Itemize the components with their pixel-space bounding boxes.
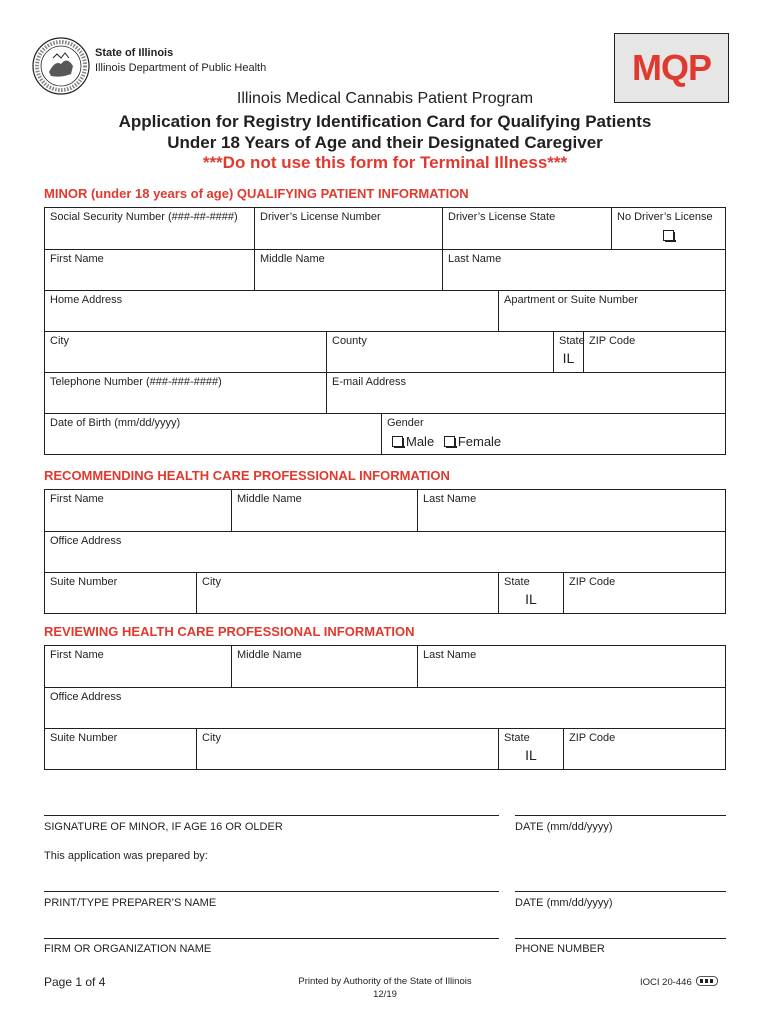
state-value: IL [562, 350, 575, 366]
authority-text: Printed by Authority of the State of Illinois [298, 976, 472, 987]
gender-label: Gender [387, 417, 424, 429]
patient-section-heading: MINOR (under 18 years of age) QUALIFYING PATIENT INFORMATION [44, 186, 469, 201]
phone-field[interactable] [45, 373, 326, 413]
dl-number-field[interactable] [254, 208, 442, 249]
female-checkbox[interactable] [444, 436, 455, 447]
apt-field[interactable] [498, 291, 725, 331]
rec-office-address-field[interactable] [45, 532, 725, 572]
gender-options [392, 434, 507, 449]
zip-label: ZIP Code [589, 335, 636, 347]
recommending-row-address [45, 531, 725, 572]
date2-label: DATE (mm/dd/yyyy) [515, 897, 613, 909]
ioci-code-text: IOCI 20-446 [640, 977, 692, 988]
phone-line[interactable] [515, 938, 726, 939]
recommending-info-grid [44, 489, 726, 614]
dob-label: Date of Birth (mm/dd/yyyy) [50, 417, 181, 429]
county-label: County [332, 335, 367, 347]
no-dl-checkbox[interactable] [663, 230, 674, 241]
zip-label: ZIP Code [569, 576, 616, 588]
patient-row-ids [45, 208, 725, 249]
preparer-name-label: PRINT/TYPE PREPARER’S NAME [44, 897, 217, 909]
rev-zip-field[interactable] [563, 729, 725, 769]
reviewing-section-heading: REVIEWING HEALTH CARE PROFESSIONAL INFORMATION [44, 624, 415, 639]
rec-state-field [498, 573, 563, 613]
phone-label: Telephone Number (###-###-####) [50, 376, 222, 388]
suite-label: Suite Number [50, 732, 118, 744]
city-label: City [202, 576, 221, 588]
patient-middle-name-field[interactable] [254, 250, 442, 290]
patient-state-field [553, 332, 583, 372]
first-name-label: First Name [50, 253, 104, 265]
date1-label: DATE (mm/dd/yyyy) [515, 821, 613, 833]
rev-suite-field[interactable] [45, 729, 196, 769]
dl-state-field[interactable] [442, 208, 611, 249]
patient-last-name-field[interactable] [442, 250, 725, 290]
form-title-line1: Application for Registry Identification Card for Qualifying Patients [118, 112, 652, 131]
printing-authority [260, 975, 510, 1001]
first-name-label: First Name [50, 493, 104, 505]
minor-signature-label: SIGNATURE OF MINOR, IF AGE 16 OR OLDER [44, 821, 283, 833]
print-date: 12/19 [373, 989, 397, 1000]
rev-city-field[interactable] [196, 729, 498, 769]
form-title-line2: Under 18 Years of Age and their Designated Caregiver [167, 133, 603, 152]
state-value: IL [525, 591, 537, 607]
agency-block [95, 46, 266, 76]
rev-state-field [498, 729, 563, 769]
no-dl-field [611, 208, 725, 249]
first-name-label: First Name [50, 649, 104, 661]
zip-label: ZIP Code [569, 732, 616, 744]
reviewing-row-city [45, 728, 725, 769]
preparer-name-line[interactable] [44, 891, 499, 892]
home-address-field[interactable] [45, 291, 498, 331]
program-title: Illinois Medical Cannabis Patient Program [236, 90, 534, 107]
patient-row-dob [45, 413, 725, 454]
form-code-box: MQP [614, 33, 729, 103]
rev-first-name-field[interactable] [45, 646, 231, 687]
union-bug-icon [696, 976, 718, 986]
rec-last-name-field[interactable] [417, 490, 725, 531]
patient-city-field[interactable] [45, 332, 326, 372]
rev-office-address-field[interactable] [45, 688, 725, 728]
phone-number-label: PHONE NUMBER [515, 943, 605, 955]
dl-state-label: Driver’s License State [448, 211, 556, 223]
date2-line[interactable] [515, 891, 726, 892]
patient-row-address [45, 290, 725, 331]
middle-name-label: Middle Name [237, 493, 302, 505]
apt-label: Apartment or Suite Number [504, 294, 638, 306]
patient-info-grid [44, 207, 726, 455]
middle-name-label: Middle Name [237, 649, 302, 661]
prepared-by-text: This application was prepared by: [44, 850, 208, 862]
rec-suite-field[interactable] [45, 573, 196, 613]
patient-zip-field[interactable] [583, 332, 725, 372]
illinois-state-seal [31, 36, 91, 96]
recommending-section-heading: RECOMMENDING HEALTH CARE PROFESSIONAL INFORMATION [44, 468, 450, 483]
last-name-label: Last Name [448, 253, 502, 265]
email-label: E-mail Address [332, 376, 406, 388]
patient-first-name-field[interactable] [45, 250, 254, 290]
male-label: Male [406, 434, 435, 449]
date1-line[interactable] [515, 815, 726, 816]
reviewing-info-grid [44, 645, 726, 770]
suite-label: Suite Number [50, 576, 118, 588]
no-dl-label: No Driver’s License [617, 211, 713, 223]
last-name-label: Last Name [423, 493, 477, 505]
terminal-illness-warning: ***Do not use this form for Terminal Illness*** [202, 153, 568, 172]
male-checkbox[interactable] [392, 436, 403, 447]
rec-first-name-field[interactable] [45, 490, 231, 531]
female-label: Female [457, 434, 502, 449]
county-field[interactable] [326, 332, 553, 372]
office-address-label: Office Address [50, 691, 122, 703]
minor-signature-line[interactable] [44, 815, 499, 816]
form-title [0, 111, 770, 153]
dl-number-label: Driver’s License Number [260, 211, 381, 223]
patient-row-city [45, 331, 725, 372]
state-label: State [504, 732, 530, 744]
last-name-label: Last Name [423, 649, 477, 661]
email-field[interactable] [326, 373, 725, 413]
ssn-field[interactable] [45, 208, 254, 249]
rev-middle-name-field[interactable] [231, 646, 417, 687]
dob-field[interactable] [45, 414, 381, 454]
recommending-row-city [45, 572, 725, 613]
state-label: State [559, 335, 585, 347]
state-label: State [504, 576, 530, 588]
middle-name-label: Middle Name [260, 253, 325, 265]
firm-line[interactable] [44, 938, 499, 939]
rec-zip-field[interactable] [563, 573, 725, 613]
recommending-row-name [45, 490, 725, 531]
reviewing-row-address [45, 687, 725, 728]
firm-label: FIRM OR ORGANIZATION NAME [44, 943, 212, 955]
gender-field [381, 414, 725, 454]
agency-department: Illinois Department of Public Health [95, 62, 267, 74]
home-address-label: Home Address [50, 294, 123, 306]
ioci-code [640, 976, 718, 988]
patient-row-contact [45, 372, 725, 413]
agency-state: State of Illinois [95, 47, 174, 59]
rec-city-field[interactable] [196, 573, 498, 613]
reviewing-row-name [45, 646, 725, 687]
page-number: Page 1 of 4 [44, 975, 106, 989]
patient-row-name [45, 249, 725, 290]
city-label: City [202, 732, 221, 744]
ssn-label: Social Security Number (###-##-####) [50, 211, 238, 223]
state-value: IL [525, 747, 537, 763]
office-address-label: Office Address [50, 535, 122, 547]
rev-last-name-field[interactable] [417, 646, 725, 687]
city-label: City [50, 335, 69, 347]
rec-middle-name-field[interactable] [231, 490, 417, 531]
